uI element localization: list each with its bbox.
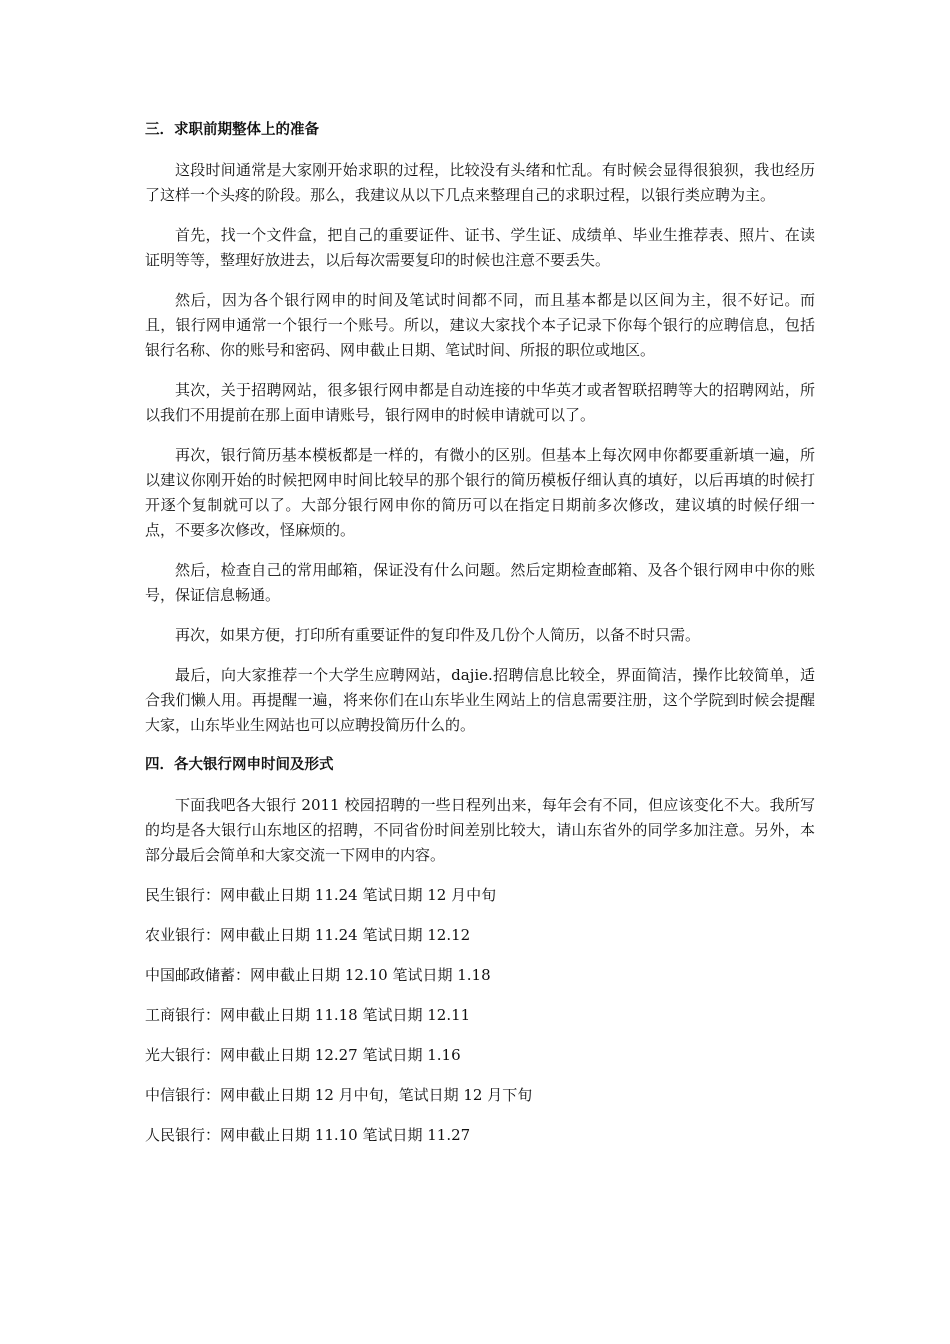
bank-schedule-list xyxy=(145,883,815,1148)
section-3-paragraph: 首先，找一个文件盒，把自己的重要证件、证书、学生证、成绩单、毕业生推荐表、照片、在读证明等等，整理好放进去，以后每次需要复印的时候也注意不要丢失。 xyxy=(145,226,815,269)
section-3-paragraph: 然后，因为各个银行网申的时间及笔试时间都不同，而且基本都是以区间为主，很不好记。而且，银行网申通常一个银行一个账号。所以，建议大家找个本子记录下你每个银行的应聘信息，包括银行名称、你的账号和密码、网申截止日期、笔试时间、所报的职位或地区。 xyxy=(145,291,815,359)
bank-schedule-item: 人民银行：网申截止日期 11.10 笔试日期 11.27 xyxy=(145,1126,471,1144)
bank-schedule-item: 农业银行：网申截止日期 11.24 笔试日期 12.12 xyxy=(145,926,471,944)
section-4-heading: 四．各大银行网申时间及形式 xyxy=(145,757,334,773)
bank-schedule-item: 民生银行：网申截止日期 11.24 笔试日期 12 月中旬 xyxy=(145,886,497,904)
section-3-paragraph: 其次，关于招聘网站，很多银行网申都是自动连接的中华英才或者智联招聘等大的招聘网站，所以我们不用提前在那上面申请账号，银行网申的时候申请就可以了。 xyxy=(145,381,815,424)
section-3-heading: 三．求职前期整体上的准备 xyxy=(145,122,319,138)
section-3-paragraph: 然后，检查自己的常用邮箱，保证没有什么问题。然后定期检查邮箱、及各个银行网申中你的账号，保证信息畅通。 xyxy=(145,561,815,604)
section-3-paragraph: 再次，如果方便，打印所有重要证件的复印件及几份个人简历，以备不时只需。 xyxy=(175,626,701,644)
bank-schedule-item: 工商银行：网申截止日期 11.18 笔试日期 12.11 xyxy=(145,1006,471,1024)
section-3-paragraph: 再次，银行简历基本模板都是一样的，有微小的区别。但基本上每次网申你都要重新填一遍，所以建议你刚开始的时候把网申时间比较早的那个银行的简历模板仔细认真的填好，以后再填的时候打开逐个复制就可以了。大部分银行网申你的简历可以在指定日期前多次修改，建议填的时候仔细一点，不要多次修改，怪麻烦的。 xyxy=(145,446,815,539)
bank-schedule-item: 中国邮政储蓄：网申截止日期 12.10 笔试日期 1.18 xyxy=(145,966,491,984)
bank-schedule-item: 中信银行：网申截止日期 12 月中旬，笔试日期 12 月下旬 xyxy=(145,1086,533,1104)
section-3-paragraph: 最后，向大家推荐一个大学生应聘网站，dajie.招聘信息比较全，界面简洁，操作比较简单，适合我们懒人用。再提醒一遍，将来你们在山东毕业生网站上的信息需要注册，这个学院到时候会提醒大家，山东毕业生网站也可以应聘投简历什么的。 xyxy=(145,666,815,734)
bank-schedule-item: 光大银行：网申截止日期 12.27 笔试日期 1.16 xyxy=(145,1046,461,1064)
section-4-intro: 下面我吧各大银行 2011 校园招聘的一些日程列出来，每年会有不同，但应该变化不大。我所写的均是各大银行山东地区的招聘，不同省份时间差别比较大，请山东省外的同学多加注意。另外，本部分最后会简单和大家交流一下网申的内容。 xyxy=(145,796,815,864)
document-page xyxy=(145,118,815,1163)
section-3-paragraph: 这段时间通常是大家刚开始求职的过程，比较没有头绪和忙乱。有时候会显得很狼狈，我也经历了这样一个头疼的阶段。那么，我建议从以下几点来整理自己的求职过程，以银行类应聘为主。 xyxy=(145,161,815,204)
